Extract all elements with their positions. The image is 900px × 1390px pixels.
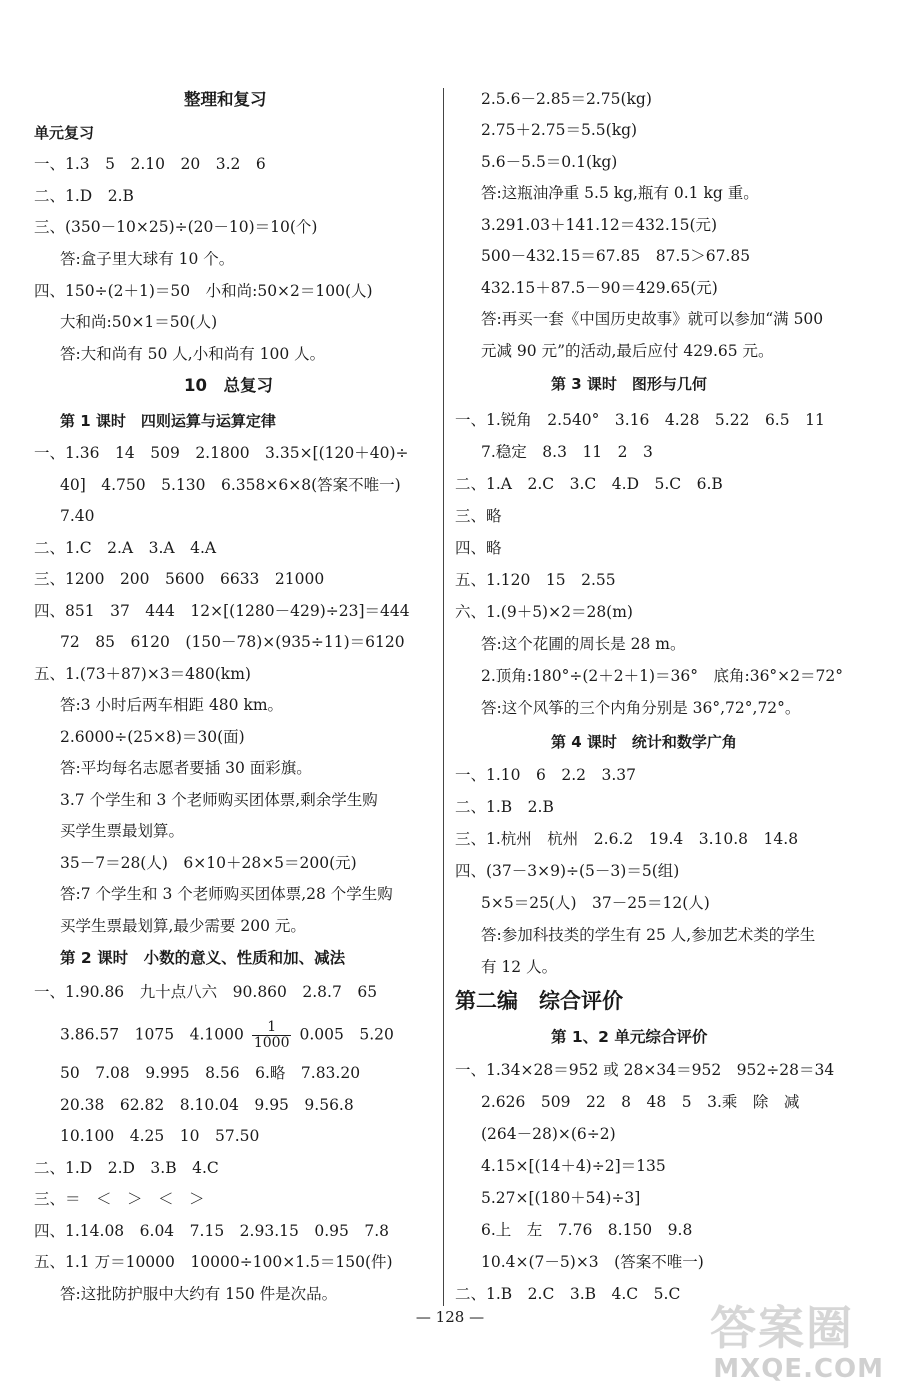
answer-line: 答:这批防护服中大约有 150 件是次品。 bbox=[60, 1285, 338, 1303]
answer-line: 20.38 62.82 8.10.04 9.95 9.56.8 bbox=[60, 1096, 354, 1114]
answer-line: 答:再买一套《中国历史故事》就可以参加“满 500 bbox=[481, 310, 824, 328]
answer-line: 10.100 4.25 10 57.50 bbox=[60, 1127, 260, 1145]
answer-line: 四、1.14.08 6.04 7.15 2.93.15 0.95 7.8 bbox=[34, 1222, 390, 1240]
answer-line: 40] 4.750 5.130 6.358×6×8(答案不唯一) bbox=[60, 476, 401, 494]
answer-line: 一、1.34×28＝952 或 28×34＝952 952÷28＝34 bbox=[455, 1061, 835, 1079]
answer-line: 答:盒子里大球有 10 个。 bbox=[60, 250, 235, 268]
watermark-site-text: MXQE.COM bbox=[713, 1354, 884, 1384]
answer-line: 一、1.锐角 2.540° 3.16 4.28 5.22 6.5 11 bbox=[455, 411, 825, 429]
answer-line: 4.15×[(14＋4)÷2]＝135 bbox=[481, 1157, 666, 1175]
lesson-title: 第 1 课时 四则运算与运算定律 bbox=[60, 412, 276, 430]
answer-line: 二、1.B 2.C 3.B 4.C 5.C bbox=[455, 1285, 681, 1303]
answer-line: 7.稳定 8.3 11 2 3 bbox=[481, 443, 653, 461]
answer-line: 一、1.36 14 509 2.1800 3.35×[(120＋40)÷ bbox=[34, 444, 409, 462]
answer-line: 6.上 左 7.76 8.150 9.8 bbox=[481, 1221, 693, 1239]
answer-line: 答:7 个学生和 3 个老师购买团体票,28 个学生购 bbox=[60, 885, 393, 903]
answer-line: 7.40 bbox=[60, 507, 95, 525]
answer-line: 三、1200 200 5600 6633 21000 bbox=[34, 570, 325, 588]
fraction bbox=[252, 1020, 292, 1051]
fraction-numerator: 1 bbox=[252, 1020, 292, 1036]
answer-line: 二、1.B 2.B bbox=[455, 798, 554, 816]
answer-text: 3.86.57 1075 4.1000 bbox=[60, 1025, 244, 1044]
answer-line: 四、851 37 444 12×[(1280－429)÷23]＝444 bbox=[34, 602, 410, 620]
answer-line: 三、(350－10×25)÷(20－10)＝10(个) bbox=[34, 218, 318, 236]
answer-line: 5.27×[(180＋54)÷3] bbox=[481, 1189, 641, 1207]
chapter-title: 10 总复习 bbox=[184, 376, 273, 395]
answer-line: 三、1.杭州 杭州 2.6.2 19.4 3.10.8 14.8 bbox=[455, 830, 799, 848]
answer-line: 六、1.(9＋5)×2＝28(m) bbox=[455, 603, 633, 621]
answer-line: 72 85 6120 (150－78)×(935÷11)＝6120 bbox=[60, 633, 405, 651]
answer-line: (264－28)×(6÷2) bbox=[481, 1125, 616, 1143]
answer-line: 三、＝ ＜ ＞ ＜ ＞ bbox=[34, 1190, 205, 1208]
section-title-review: 整理和复习 bbox=[184, 90, 267, 109]
answer-line: 10.4×(7－5)×3 (答案不唯一) bbox=[481, 1253, 704, 1271]
answer-line: 五、1.120 15 2.55 bbox=[455, 571, 616, 589]
answer-line: 一、1.90.86 九十点八六 90.860 2.8.7 65 bbox=[34, 983, 378, 1001]
answer-line: 二、1.D 2.D 3.B 4.C bbox=[34, 1159, 219, 1177]
answer-line: 一、1.3 5 2.10 20 3.2 6 bbox=[34, 155, 266, 173]
answer-line: 2.6000÷(25×8)＝30(面) bbox=[60, 728, 245, 746]
answer-line: 5×5＝25(人) 37－25＝12(人) bbox=[481, 894, 710, 912]
answer-line: 答:参加科技类的学生有 25 人,参加艺术类的学生 bbox=[481, 926, 816, 944]
answer-line: 答:平均每名志愿者要插 30 面彩旗。 bbox=[60, 759, 312, 777]
answer-line: 答:大和尚有 50 人,小和尚有 100 人。 bbox=[60, 345, 326, 363]
answer-text: 0.005 5.20 bbox=[299, 1025, 394, 1044]
answer-line: 二、1.C 2.A 3.A 4.A bbox=[34, 539, 217, 557]
answer-line: 大和尚:50×1＝50(人) bbox=[60, 313, 218, 331]
answer-line: 元减 90 元”的活动,最后应付 429.65 元。 bbox=[481, 342, 774, 360]
answer-line: 3.7 个学生和 3 个老师购买团体票,剩余学生购 bbox=[60, 791, 378, 809]
answer-line: 35－7＝28(人) 6×10＋28×5＝200(元) bbox=[60, 854, 357, 872]
answer-line: 500－432.15＝67.85 87.5＞67.85 bbox=[481, 247, 751, 265]
answer-line: 2.顶角:180°÷(2＋2＋1)＝36° 底角:36°×2＝72° bbox=[481, 667, 844, 685]
lesson-title: 第 3 课时 图形与几何 bbox=[551, 375, 707, 393]
watermark-logo bbox=[710, 1292, 890, 1384]
watermark-logo-text: 答案圈 bbox=[710, 1301, 854, 1355]
answer-line: 三、略 bbox=[455, 507, 502, 525]
answer-line: 五、1.1 万＝10000 10000÷100×1.5＝150(件) bbox=[34, 1253, 393, 1271]
fraction-denominator: 1000 bbox=[253, 1035, 290, 1051]
part-title: 第二编 综合评价 bbox=[455, 989, 623, 1013]
answer-line: 买学生票最划算。 bbox=[60, 822, 185, 840]
answer-line: 有 12 人。 bbox=[481, 958, 558, 976]
page-number: — 128 — bbox=[415, 1308, 485, 1326]
answer-line: 3.291.03＋141.12＝432.15(元) bbox=[481, 216, 718, 234]
answer-line: 四、150÷(2＋1)＝50 小和尚:50×2＝100(人) bbox=[34, 282, 373, 300]
answer-line: 432.15＋87.5－90＝429.65(元) bbox=[481, 279, 718, 297]
answer-line: 答:3 小时后两车相距 480 km。 bbox=[60, 696, 284, 714]
lesson-title: 第 2 课时 小数的意义、性质和加、减法 bbox=[60, 949, 346, 967]
answer-line: 二、1.A 2.C 3.C 4.D 5.C 6.B bbox=[455, 475, 723, 493]
answer-line: 2.5.6－2.85＝2.75(kg) bbox=[481, 90, 652, 108]
answer-line: 50 7.08 9.995 8.56 6.略 7.83.20 bbox=[60, 1064, 361, 1082]
answer-line: 答:这瓶油净重 5.5 kg,瓶有 0.1 kg 重。 bbox=[481, 184, 759, 202]
column-divider bbox=[443, 88, 444, 1306]
answer-line: 5.6－5.5＝0.1(kg) bbox=[481, 153, 618, 171]
answer-line: 答:这个花圃的周长是 28 m。 bbox=[481, 635, 686, 653]
answer-line: 买学生票最划算,最少需要 200 元。 bbox=[60, 917, 306, 935]
answer-line: 四、(37－3×9)÷(5－3)＝5(组) bbox=[455, 862, 680, 880]
unit-review-heading: 单元复习 bbox=[34, 124, 95, 142]
answer-line: 2.75＋2.75＝5.5(kg) bbox=[481, 121, 638, 139]
answer-line: 二、1.D 2.B bbox=[34, 187, 134, 205]
answer-line: 2.626 509 22 8 48 5 3.乘 除 减 bbox=[481, 1093, 800, 1111]
lesson-title: 第 4 课时 统计和数学广角 bbox=[551, 733, 737, 751]
answer-line bbox=[34, 1020, 394, 1051]
answer-line: 五、1.(73＋87)×3＝480(km) bbox=[34, 665, 251, 683]
answer-line: 四、略 bbox=[455, 539, 502, 557]
unit-eval-title: 第 1、2 单元综合评价 bbox=[551, 1028, 708, 1046]
answer-line: 答:这个风筝的三个内角分别是 36°,72°,72°。 bbox=[481, 699, 801, 717]
answer-line: 一、1.10 6 2.2 3.37 bbox=[455, 766, 637, 784]
